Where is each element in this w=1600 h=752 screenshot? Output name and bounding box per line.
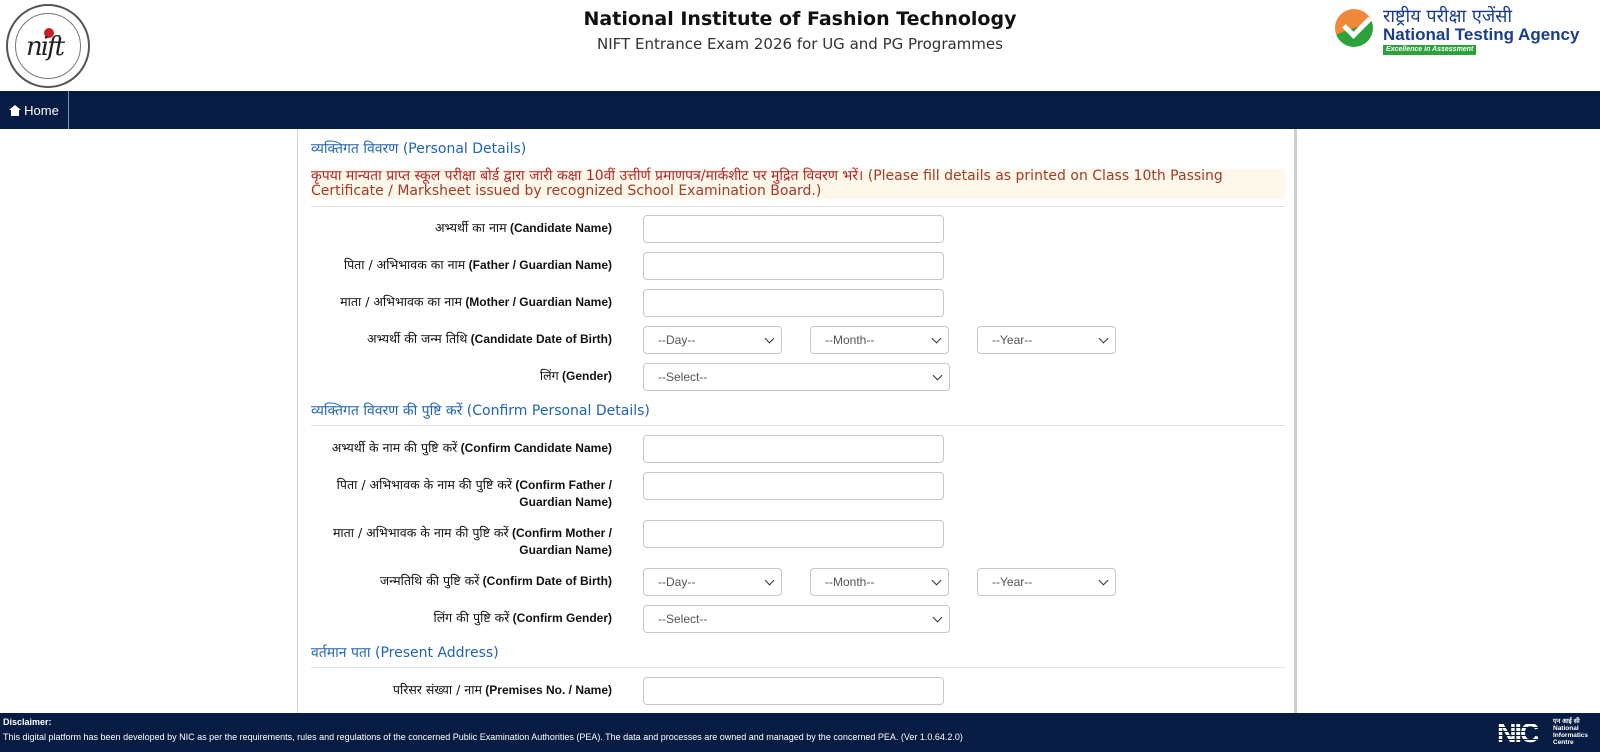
page-title: National Institute of Fashion Technology — [583, 8, 1017, 30]
page-subtitle: NIFT Entrance Exam 2026 for UG and PG Programmes — [597, 35, 1003, 53]
section-title-hindi: वर्तमान पता — [311, 645, 371, 661]
label-confirm-candidate-name: अभ्यर्थी के नाम की पुष्टि करें (Confirm Candidate Name) — [331, 440, 612, 455]
father-name-input[interactable] — [643, 252, 944, 280]
home-icon — [9, 105, 21, 116]
divider — [311, 667, 1285, 668]
page-header — [0, 0, 1600, 91]
confirm-dob-year-select[interactable]: --Year-- — [977, 568, 1116, 596]
nic-letters: NIC — [1497, 718, 1538, 748]
confirm-dob-month-select[interactable]: --Month-- — [810, 568, 949, 596]
label-confirm-gender: लिंग की पुष्टि करें (Confirm Gender) — [433, 610, 612, 625]
section-title-hindi: व्यक्तिगत विवरण की पुष्टि करें — [311, 403, 463, 419]
registration-form — [297, 129, 1297, 713]
section-title-confirm-details — [311, 401, 650, 420]
navbar — [0, 91, 1600, 129]
confirm-father-name-input[interactable] — [643, 472, 944, 500]
nta-logo — [1333, 6, 1593, 66]
chevron-down-icon — [765, 576, 775, 586]
candidate-name-input[interactable] — [643, 215, 944, 243]
divider — [311, 425, 1285, 426]
chevron-down-icon — [765, 334, 775, 344]
confirm-mother-name-input[interactable] — [643, 520, 944, 548]
label-date-of-birth: अभ्यर्थी की जन्म तिथि (Candidate Date of Birth) — [367, 331, 612, 346]
confirm-gender-select[interactable]: --Select-- — [643, 605, 950, 633]
chevron-down-icon — [932, 334, 942, 344]
gender-select[interactable]: --Select-- — [643, 363, 950, 391]
nta-check-icon — [1335, 9, 1373, 47]
chevron-down-icon — [1099, 334, 1109, 344]
section-title-present-address — [311, 643, 499, 662]
nav-home-link[interactable] — [0, 91, 69, 129]
notice-hindi: कृपया मान्यता प्राप्त स्कूल परीक्षा बोर्ड द्वारा जारी कक्षा 10वीं उत्तीर्ण प्रमाणपत्र/मार्कशीट पर मुद्रित विवरण भरें। — [311, 168, 864, 184]
section-title-english: (Confirm Personal Details) — [466, 403, 650, 419]
dob-month-select[interactable]: --Month-- — [810, 326, 949, 354]
chevron-down-icon — [932, 576, 942, 586]
section-title-hindi: व्यक्तिगत विवरण — [311, 141, 399, 157]
mother-name-input[interactable] — [643, 289, 944, 317]
footer — [0, 713, 1600, 752]
section-title-english: (Present Address) — [375, 645, 499, 661]
nav-home-label: Home — [24, 102, 59, 118]
chevron-down-icon — [1099, 576, 1109, 586]
section-title-english: (Personal Details) — [402, 141, 527, 157]
dob-year-select[interactable]: --Year-- — [977, 326, 1116, 354]
label-confirm-father-name: पिता / अभिभावक के नाम की पुष्टि करें (Confirm Father / Guardian Name) — [336, 477, 612, 509]
label-mother-name: माता / अभिभावक का नाम (Mother / Guardian Name) — [340, 294, 612, 309]
label-confirm-mother-name: माता / अभिभावक के नाम की पुष्टि करें (Confirm Mother / Guardian Name) — [332, 525, 612, 557]
chevron-down-icon — [933, 613, 943, 623]
label-candidate-name: अभ्यर्थी का नाम (Candidate Name) — [434, 220, 612, 235]
confirm-dob-day-select[interactable]: --Day-- — [643, 568, 782, 596]
disclaimer-title: Disclaimer: — [3, 717, 52, 727]
premises-name-input[interactable] — [643, 677, 944, 705]
label-confirm-date-of-birth: जन्मतिथि की पुष्टि करें (Confirm Date of Birth) — [379, 573, 612, 588]
notice-text — [311, 169, 1285, 199]
nta-english-name: National Testing Agency — [1383, 25, 1580, 44]
notice-english: (Please fill details as printed on Class 10th Passing Certificate / Marksheet issued by recognized School Examination Board.) — [311, 168, 1223, 199]
nift-logo-text: nift — [26, 32, 64, 62]
nta-tagline: Excellence in Assessment — [1383, 45, 1476, 55]
label-father-name: पिता / अभिभावक का नाम (Father / Guardian Name) — [343, 257, 612, 272]
nic-text: एन आई सी National Informatics Centre — [1553, 718, 1589, 746]
disclaimer-text: This digital platform has been developed by NIC as per the requirements, rules and regulations of the concerned Public Examination Authorities (PEA). The data and processes are owned and managed by the concerned PEA. (Ver 1.0.64.2.0) — [3, 732, 963, 742]
nic-logo — [1497, 720, 1597, 746]
section-title-personal-details — [311, 139, 526, 158]
divider — [311, 206, 1285, 207]
label-gender: लिंग (Gender) — [539, 368, 612, 383]
chevron-down-icon — [933, 371, 943, 381]
dob-day-select[interactable]: --Day-- — [643, 326, 782, 354]
label-premises-name: परिसर संख्या / नाम (Premises No. / Name) — [392, 682, 612, 697]
nta-hindi-name: राष्ट्रीय परीक्षा एजेंसी — [1383, 6, 1513, 27]
confirm-candidate-name-input[interactable] — [643, 435, 944, 463]
